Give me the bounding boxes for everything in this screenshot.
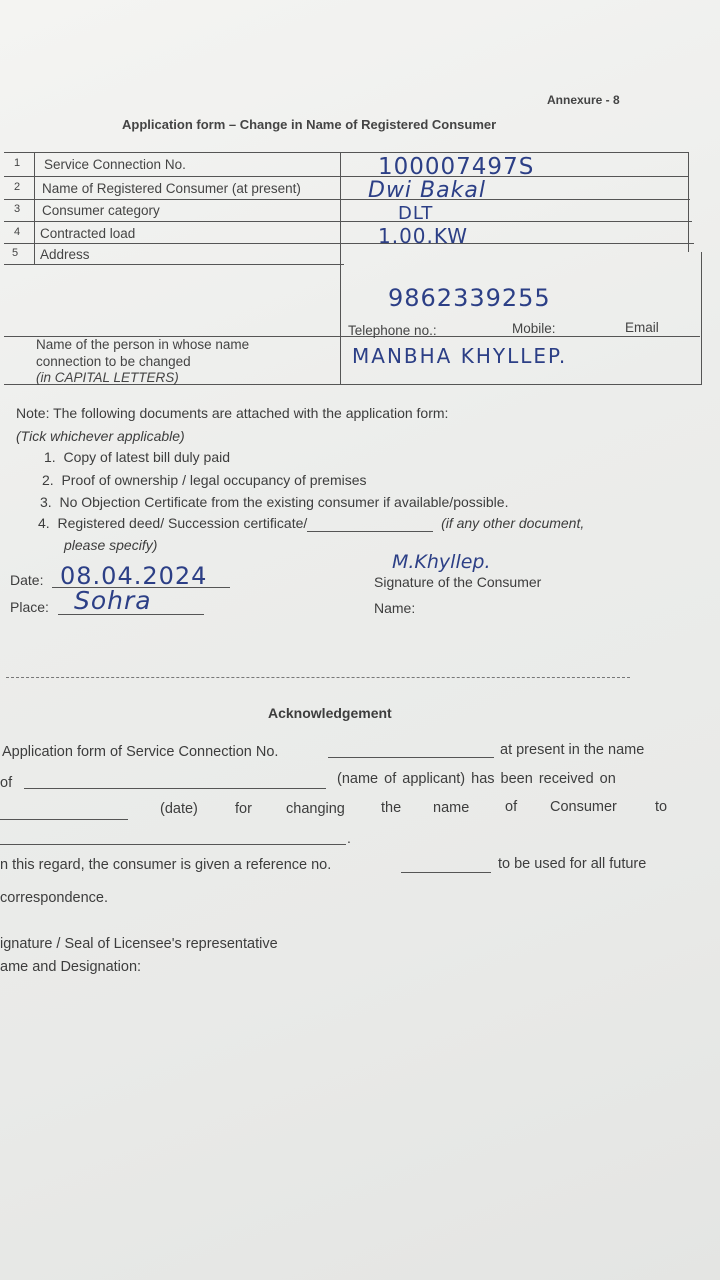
ack-word-consumer: Consumer xyxy=(550,799,617,815)
date-blank xyxy=(0,819,128,820)
designation-label: ame and Designation: xyxy=(0,959,142,975)
label-address: Address xyxy=(40,247,90,262)
label-registered-consumer: Name of Registered Consumer (at present) xyxy=(42,181,301,196)
licensee-signature-label: ignature / Seal of Licensee's representative xyxy=(0,936,278,952)
ack-line4-end: . xyxy=(347,830,351,846)
ack-line1-end: at present in the name xyxy=(500,742,645,758)
date-label: Date: xyxy=(10,572,44,588)
ack-word-name: name xyxy=(433,800,470,816)
ack-word-changing: changing xyxy=(286,801,345,817)
service-connection-value: 100007497S xyxy=(378,154,535,180)
label-consumer-category: Consumer category xyxy=(42,203,160,218)
registered-consumer-value: Dwi Bakal xyxy=(368,178,486,203)
ack-line6: correspondence. xyxy=(0,890,109,906)
note-item-3: 3. No Objection Certificate from the existing consumer if available/possible. xyxy=(40,494,509,510)
new-name-label-line1: Name of the person in whose name xyxy=(36,337,250,352)
cut-divider xyxy=(6,677,630,678)
ack-word-for: for xyxy=(235,801,252,817)
ack-line5-end: to be used for all future xyxy=(498,856,647,872)
row-number: 3 xyxy=(14,203,21,215)
ack-word-the: the xyxy=(381,800,402,816)
row-number: 5 xyxy=(12,247,19,259)
email-label: Email xyxy=(625,320,659,335)
other-document-blank xyxy=(307,515,433,532)
mobile-label: Mobile: xyxy=(512,321,556,336)
note-heading: Note: The following documents are attached with the application form: xyxy=(16,405,449,421)
ack-line2-start: of xyxy=(0,775,13,791)
note-sub: (Tick whichever applicable) xyxy=(16,428,185,444)
label-service-connection: Service Connection No. xyxy=(44,157,186,172)
ack-line5-start: n this regard, the consumer is given a reference no. xyxy=(0,857,332,873)
annexure-label: Annexure - 8 xyxy=(547,93,620,107)
note-item-4-cont: please specify) xyxy=(64,537,158,553)
ack-word-to: to xyxy=(655,799,668,815)
label-contracted-load: Contracted load xyxy=(40,226,136,241)
name-label: Name: xyxy=(374,600,416,616)
place-value: Sohra xyxy=(74,586,152,615)
service-connection-blank xyxy=(328,757,494,758)
new-name-label-line3: (in CAPITAL LETTERS) xyxy=(36,370,179,385)
ack-title: Acknowledgement xyxy=(268,705,392,721)
place-label: Place: xyxy=(10,599,49,615)
ack-word-date: (date) xyxy=(160,801,198,817)
new-name-label-line2: connection to be changed xyxy=(36,354,191,369)
date-value: 08.04.2024 xyxy=(60,562,208,590)
phone-value: 9862339255 xyxy=(388,284,551,312)
note-item-2: 2. Proof of ownership / legal occupancy of premises xyxy=(42,472,367,488)
applicant-name-blank xyxy=(24,788,326,789)
consumer-signature: M.Khyllep. xyxy=(392,551,491,573)
ack-word-of: of xyxy=(505,799,518,815)
ack-line2-end: (name of applicant) has been received on xyxy=(337,771,616,787)
contracted-load-value: 1.00.KW xyxy=(378,224,469,248)
signature-label: Signature of the Consumer xyxy=(374,574,542,590)
new-consumer-blank xyxy=(0,844,346,845)
note-item-1: 1. Copy of latest bill duly paid xyxy=(44,449,231,465)
form-title: Application form – Change in Name of Registered Consumer xyxy=(122,117,497,132)
row-number: 2 xyxy=(14,181,21,193)
consumer-category-value: DLT xyxy=(398,203,434,224)
reference-no-blank xyxy=(401,872,491,873)
new-name-value: MANBHA KHYLLEP. xyxy=(352,344,568,368)
row-number: 1 xyxy=(14,157,21,169)
telephone-label: Telephone no.: xyxy=(348,323,437,338)
ack-line1-start: Application form of Service Connection No. xyxy=(2,744,279,760)
note-item-4: 4. Registered deed/ Succession certificate/ (if any other document, xyxy=(38,515,585,531)
row-number: 4 xyxy=(14,226,21,238)
